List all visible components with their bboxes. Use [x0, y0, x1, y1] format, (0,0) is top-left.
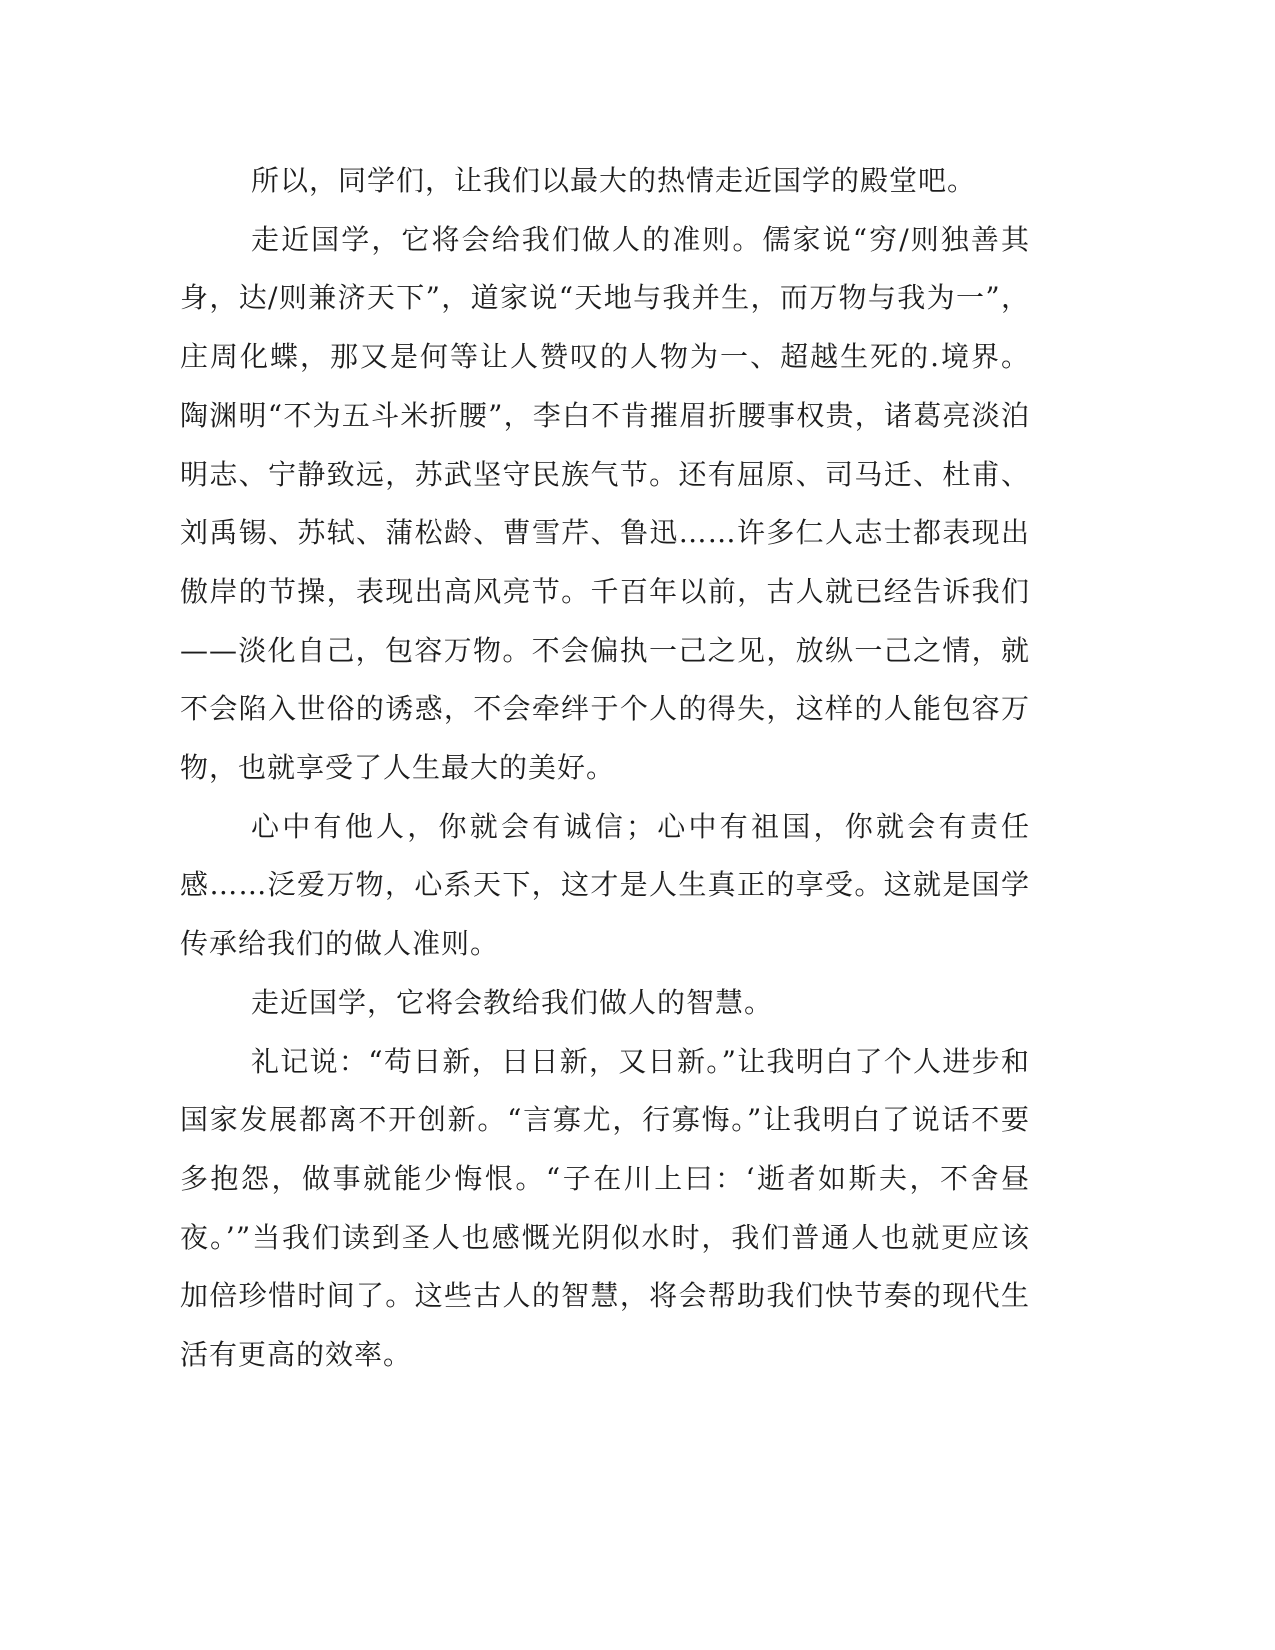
paragraph-liji: 礼记说：“苟日新，日日新，又日新。”让我明白了个人进步和国家发展都离不开创新。“言寡尤，行寡悔。”让我明白了说话不要多抱怨，做事就能少悔恨。“子在川上曰：‘逝者如斯夫，不舍昼夜。’”当我们读到圣人也感慨光阴似水时，我们普通人也就更应该加倍珍惜时间了。这些古人的智慧，将会帮助我们快节奏的现代生活有更高的效率。 [180, 1044, 1030, 1372]
paragraph-principles: 走近国学，它将会给我们做人的准则。儒家说“穷/则独善其身，达/则兼济天下”，道家说“天地与我并生，而万物与我为一”，庄周化蝶，那又是何等让人赞叹的人物为一、超越生死的.境界。陶渊明“不为五斗米折腰”，李白不肯摧眉折腰事权贵，诸葛亮淡泊明志、宁静致远，苏武坚守民族气节。还有屈原、司马迁、杜甫、刘禹锡、苏轼、蒲松龄、曹雪芹、鲁迅……许多仁人志士都表现出傲岸的节操，表现出高风亮节。千百年以前，古人就已经告诉我们——淡化自己，包容万物。不会偏执一己之见，放纵一己之情，就不会陷入世俗的诱惑，不会牵绊于个人的得失，这样的人能包容万物，也就享受了人生最大的美好。 [180, 222, 1030, 785]
paragraph-intro: 所以，同学们，让我们以最大的热情走近国学的殿堂吧。 [251, 164, 977, 197]
paragraph-wisdom-heading: 走近国学，它将会教给我们做人的智慧。 [251, 985, 774, 1019]
body-text [180, 152, 1030, 1385]
paragraph-others: 心中有他人，你就会有诚信；心中有祖国，你就会有责任感……泛爱万物，心系天下，这才是人生真正的享受。这就是国学传承给我们的做人准则。 [180, 809, 1030, 961]
